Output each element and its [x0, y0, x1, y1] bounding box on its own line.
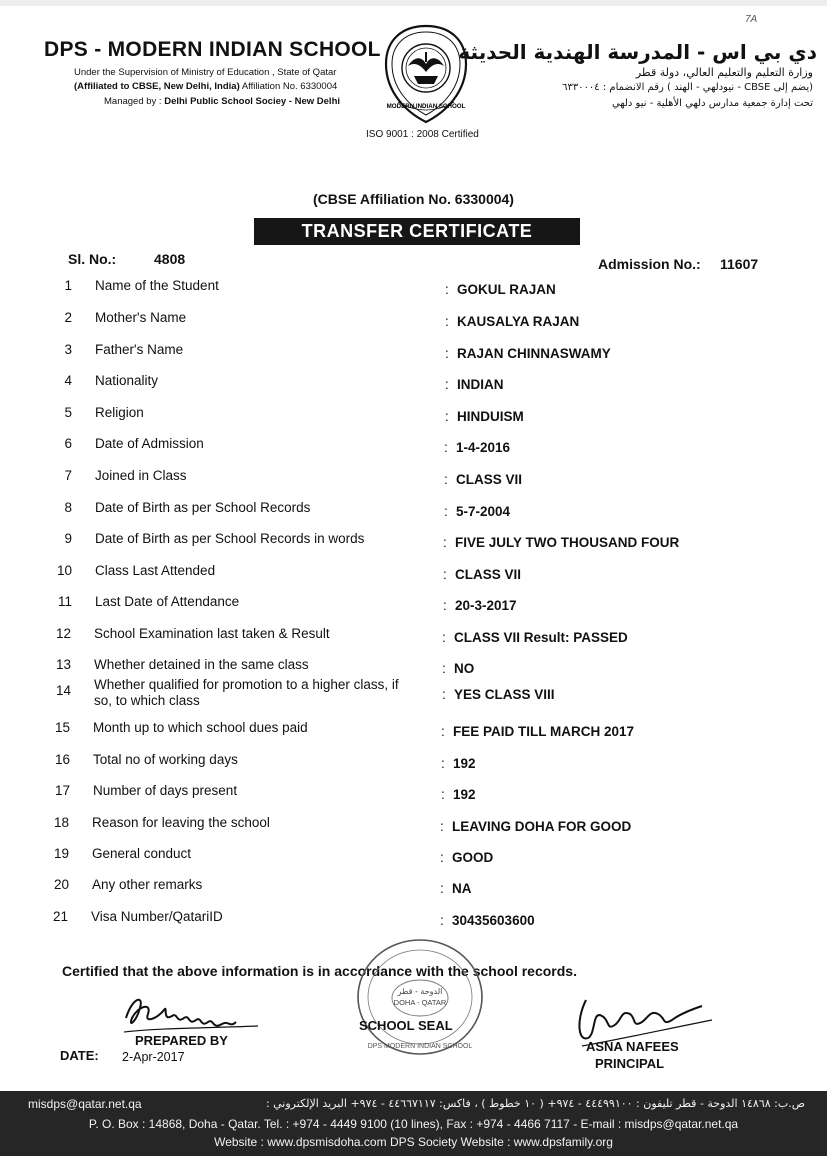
row-value: HINDUISM — [457, 409, 524, 424]
footer-address-en: P. O. Box : 14868, Doha - Qatar. Tel. : +974 - 4449 9100 (10 lines), Fax : +974 - 4466 7117 - E-mail : misdps@qatar.net.qa — [88, 1117, 739, 1131]
row-value: INDIAN — [457, 377, 504, 392]
row-number: 20 — [53, 877, 69, 892]
row-value: NO — [454, 661, 475, 676]
row-number: 16 — [54, 752, 70, 767]
row-number: 12 — [55, 626, 71, 641]
row-colon: : — [443, 598, 447, 613]
detail-row — [50, 468, 810, 492]
serial-number-label: Sl. No.: — [68, 251, 117, 267]
detail-row — [49, 677, 809, 708]
row-label: General conduct — [92, 846, 192, 861]
row-colon: : — [445, 282, 449, 297]
row-label: Visa Number/QatariID — [91, 909, 223, 924]
row-colon: : — [440, 913, 444, 928]
detail-row — [50, 594, 810, 618]
row-label: Date of Admission — [95, 436, 204, 451]
row-number: 8 — [64, 500, 72, 515]
row-colon: : — [444, 440, 448, 455]
header-affiliation-line — [74, 80, 337, 94]
row-colon: : — [440, 850, 444, 865]
school-logo — [378, 22, 474, 126]
row-colon: : — [444, 472, 448, 487]
footer-email: misdps@qatar.net.qa — [28, 1097, 142, 1111]
row-number: 6 — [64, 436, 72, 451]
header-managed-bold: Delhi Public School Sociey - New Delhi — [164, 96, 341, 107]
row-label: Nationality — [95, 373, 159, 388]
row-value: 192 — [453, 787, 476, 802]
row-value: 192 — [453, 756, 476, 771]
row-value: KAUSALYA RAJAN — [457, 314, 580, 329]
row-value: YES CLASS VIII — [454, 687, 555, 702]
header-managed-prefix: Managed by : — [104, 96, 165, 107]
row-label: Reason for leaving the school — [92, 815, 270, 830]
footer-websites: Website : www.dpsmisdoha.com DPS Society Website : www.dpsfamily.org — [214, 1135, 613, 1149]
row-colon: : — [442, 687, 446, 702]
detail-row — [49, 626, 809, 650]
top-edge — [0, 0, 827, 6]
row-number: 10 — [56, 563, 72, 578]
row-label: Date of Birth as per School Records in words — [95, 531, 365, 546]
row-number: 9 — [64, 531, 72, 546]
row-label: Whether detained in the same class — [94, 657, 309, 672]
admission-number-label: Admission No.: — [598, 256, 701, 272]
detail-row — [50, 405, 810, 429]
row-number: 5 — [64, 405, 72, 420]
row-label: Class Last Attended — [95, 563, 216, 578]
header-affiliation-rest: Affiliation No. 6330004 — [239, 81, 338, 92]
row-colon: : — [443, 567, 447, 582]
row-colon: : — [445, 346, 449, 361]
detail-row — [47, 846, 807, 870]
page-number: 7A — [745, 14, 758, 25]
footer-contact-bar — [0, 1091, 827, 1156]
row-label: Mother's Name — [95, 310, 187, 325]
row-number: 2 — [64, 310, 72, 325]
detail-row — [50, 310, 810, 334]
detail-row — [50, 531, 810, 555]
header-supervision-line: Under the Supervision of Ministry of Education , State of Qatar — [74, 67, 337, 78]
row-label: Religion — [95, 405, 144, 420]
detail-row — [47, 815, 807, 839]
row-number: 21 — [52, 909, 68, 924]
row-colon: : — [441, 787, 445, 802]
row-label: School Examination last taken & Result — [94, 626, 330, 641]
school-name-ar: دي بي اس - المدرسة الهندية الحديثة — [458, 40, 817, 64]
row-value: 20-3-2017 — [455, 598, 517, 613]
row-label: Any other remarks — [92, 877, 203, 892]
iso-certification: ISO 9001 : 2008 Certified — [366, 129, 479, 140]
row-value: 5-7-2004 — [456, 504, 511, 519]
row-number: 13 — [55, 657, 71, 672]
detail-row — [50, 373, 810, 397]
row-number: 19 — [53, 846, 69, 861]
detail-row — [48, 783, 808, 807]
row-colon: : — [441, 756, 445, 771]
row-value: GOKUL RAJAN — [457, 282, 556, 297]
header-ar-line1: وزارة التعليم والتعليم العالي، دولة قطر — [635, 66, 813, 79]
row-value: RAJAN CHINNASWAMY — [457, 346, 611, 361]
row-label: Month up to which school dues paid — [93, 720, 308, 735]
detail-row — [46, 909, 806, 933]
header-affiliation-bold: (Affiliated to CBSE, New Delhi, India) — [74, 81, 240, 92]
row-value: NA — [452, 881, 472, 896]
row-number: 15 — [54, 720, 70, 735]
detail-row — [50, 436, 810, 460]
row-value: LEAVING DOHA FOR GOOD — [452, 819, 632, 834]
row-label: Total no of working days — [93, 752, 238, 767]
row-value: FEE PAID TILL MARCH 2017 — [453, 724, 635, 739]
row-number: 17 — [54, 783, 70, 798]
row-number: 3 — [64, 342, 72, 357]
detail-row — [50, 500, 810, 524]
row-number: 4 — [64, 373, 72, 388]
certification-statement: Certified that the above information is in accordance with the school records. — [62, 963, 577, 979]
detail-row — [50, 278, 810, 302]
row-label: Date of Birth as per School Records — [95, 500, 311, 515]
principal-name: ASNA NAFEES — [586, 1039, 679, 1054]
detail-row — [48, 752, 808, 776]
school-seal-label: SCHOOL SEAL — [359, 1018, 453, 1033]
row-colon: : — [442, 630, 446, 645]
school-seal-stamp — [354, 936, 486, 1058]
row-colon: : — [442, 661, 446, 676]
row-value: FIVE JULY TWO THOUSAND FOUR — [455, 535, 680, 550]
seal-ring-text: DPS MODERN INDIAN SCHOOL — [367, 1043, 473, 1050]
principal-title: PRINCIPAL — [595, 1056, 665, 1071]
row-label: Whether qualified for promotion to a higher class, if so, to which class — [94, 677, 399, 708]
row-value: 30435603600 — [452, 913, 535, 928]
document-title: TRANSFER CERTIFICATE — [254, 218, 580, 245]
row-number: 18 — [53, 815, 69, 830]
row-colon: : — [445, 377, 449, 392]
row-colon: : — [445, 409, 449, 424]
detail-row — [50, 342, 810, 366]
row-number: 1 — [64, 278, 72, 293]
footer-address-ar: ص.ب: ١٤٨٦٨ الدوحة - قطر تليفون : ٤٤٤٩٩١٠٠ - ٩٧٤+ ( ١٠ خطوط ) ، فاكس: ٤٤٦٦٧١١٧ - ٩٧٤+ البريد الإلكتروني : — [265, 1097, 805, 1110]
header-ar-line3: تحت إدارة جمعية مدارس دلهي الأهلية - نيو دلهي — [611, 98, 813, 109]
seal-center-en: DOHA - QATAR — [393, 998, 447, 1007]
row-colon: : — [444, 504, 448, 519]
preparer-signature — [118, 988, 264, 1038]
detail-row — [50, 563, 810, 587]
row-colon: : — [443, 535, 447, 550]
date-value: 2-Apr-2017 — [122, 1050, 185, 1064]
row-value: CLASS VII Result: PASSED — [454, 630, 628, 645]
row-colon: : — [440, 819, 444, 834]
admission-number-value: 11607 — [720, 256, 759, 272]
row-label: Name of the Student — [95, 278, 219, 293]
row-label: Last Date of Attendance — [95, 594, 240, 609]
row-label: Joined in Class — [95, 468, 187, 483]
row-number: 14 — [55, 683, 71, 698]
row-value: 1-4-2016 — [456, 440, 511, 455]
date-label: DATE: — [60, 1048, 99, 1063]
logo-text: MODERN INDIAN SCHOOL — [386, 103, 466, 110]
seal-center-ar: الدوحة - قطر — [397, 987, 443, 996]
row-number: 11 — [57, 594, 72, 609]
row-colon: : — [440, 881, 444, 896]
row-value: GOOD — [452, 850, 494, 865]
school-name-en: DPS - MODERN INDIAN SCHOOL — [44, 38, 381, 61]
row-colon: : — [445, 314, 449, 329]
header-managed-line — [104, 95, 340, 109]
row-value: CLASS VII — [456, 472, 523, 487]
row-value: CLASS VII — [455, 567, 522, 582]
serial-number-value: 4808 — [154, 251, 186, 267]
row-colon: : — [441, 724, 445, 739]
detail-row — [48, 720, 808, 744]
header-ar-line2: (يضم إلى CBSE - نيودلهي - الهند ) رقم الانضمام : ٦٣٣٠٠٠٤ — [562, 82, 813, 93]
row-label: Number of days present — [93, 783, 238, 798]
row-number: 7 — [64, 468, 72, 483]
row-label: Father's Name — [95, 342, 184, 357]
detail-row — [47, 877, 807, 901]
prepared-by-label: PREPARED BY — [135, 1033, 228, 1048]
cbse-affiliation: (CBSE Affiliation No. 6330004) — [313, 191, 514, 207]
